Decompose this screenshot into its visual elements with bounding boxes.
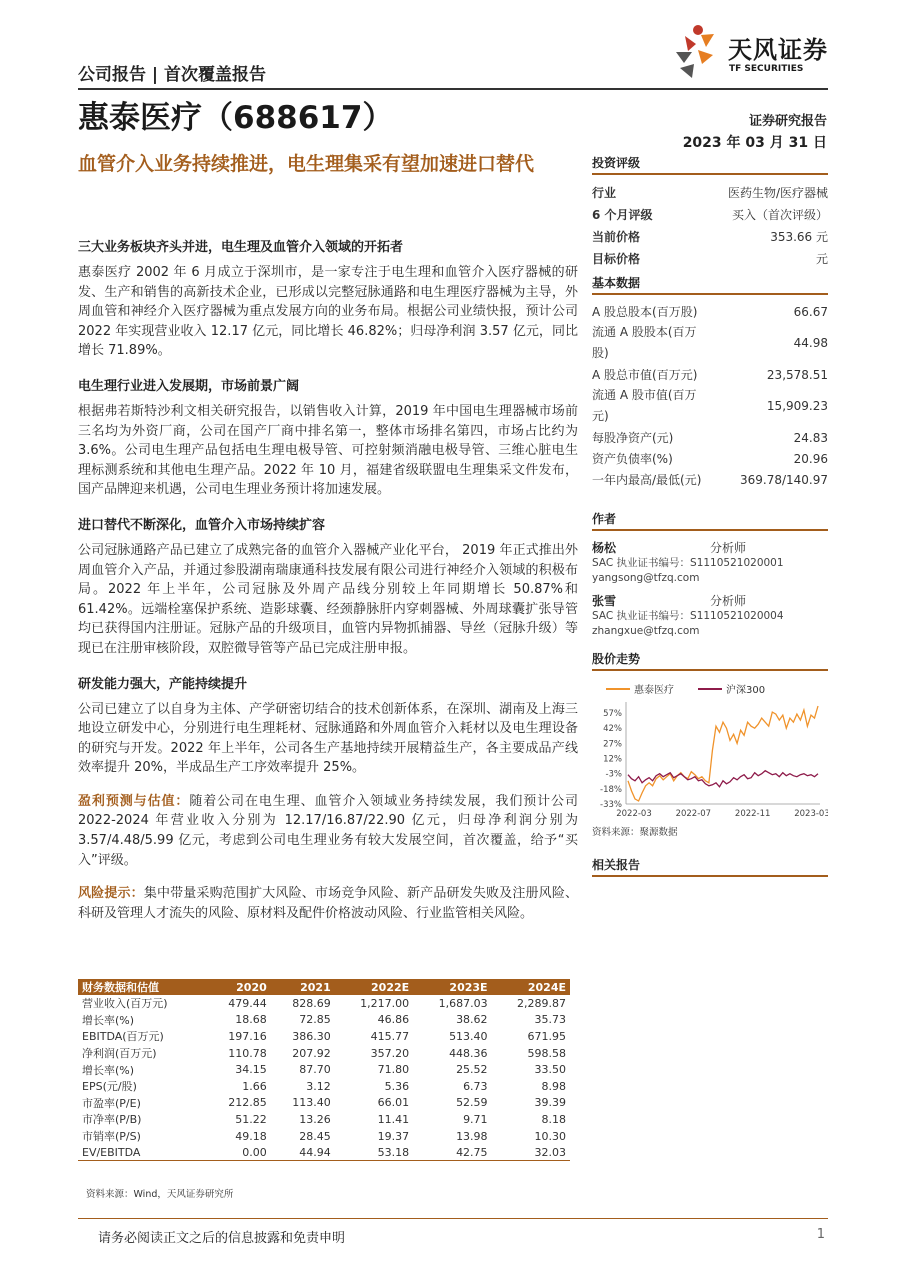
section-body: 惠泰医疗 2002 年 6 月成立于深圳市，是一家专注于电生理和血管介入医疗器械的研发、生产和销售的高新技术企业，已形成以完整冠脉通路和电生理医疗器械为主导，外周血管和神经介入医疗器械为重点发展方向的业务布局。根据公司业绩快报，预计公司 2022 年实现营业收入 12.17 亿元，同比增长 46.82%；归母净利润 3.57 亿元，同比增长 71.89%。	[78, 265, 578, 359]
table-cell: 448.36	[449, 1046, 488, 1060]
section-title: 研发能力强大，产能持续提升	[78, 676, 248, 692]
table-cell: 25.52	[456, 1063, 488, 1077]
logo-petals-icon	[676, 25, 714, 78]
y-tick-label: -33%	[600, 800, 622, 810]
table-cell: 38.62	[456, 1013, 488, 1027]
rating-row	[592, 225, 828, 247]
rating-row	[592, 203, 828, 225]
basic-key: 流通 A 股股本(百万股)	[592, 325, 697, 360]
author-name: 杨松	[592, 541, 617, 555]
table-cell: 49.18	[235, 1129, 267, 1143]
basic-row	[592, 448, 828, 469]
author-name: 张雪	[592, 594, 617, 608]
table-row	[78, 1028, 570, 1045]
table-cell: 212.85	[228, 1096, 267, 1110]
table-cell: 42.75	[413, 1144, 491, 1161]
table-header-cell: 2022E	[335, 979, 413, 995]
x-tick-label: 2023-03	[794, 809, 828, 819]
table-cell: 66.01	[377, 1096, 410, 1110]
author-email[interactable]: yangsong@tfzq.com	[592, 572, 700, 584]
basic-value: 369.78/140.97	[739, 472, 828, 487]
table-source: 资料来源：Wind，天风证券研究所	[86, 1189, 234, 1200]
table-cell: 0.00	[207, 1144, 271, 1161]
author-email[interactable]: zhangxue@tfzq.com	[592, 625, 700, 637]
section-body: 公司冠脉通路产品已建立了成熟完备的血管介入器械产业化平台， 2019 年正式推出外周血管介入产品，并通过参股湖南瑞康通科技发展有限公司进行神经介入领域的积极布局。2022 年上半年，公司冠脉及外周产品线分别较上年同期增长 50.87%和 61.42%。远端栓塞保护系统、造影球囊、经颈静脉肝内穿刺器械、外周球囊扩张导管均已获得国内注册证。冠脉产品的升级项目，血管内异物抓捕器、导丝（冠脉升级）等现已在注册审核阶段，双腔微导管等产品已完成注册申报。	[78, 542, 578, 656]
report-date: 2023 年 03 月 31 日	[682, 135, 827, 151]
section-title: 进口替代不断深化，血管介入市场持续扩容	[78, 517, 326, 533]
table-cell: 33.50	[534, 1063, 566, 1077]
table-cell: 828.69	[292, 996, 331, 1010]
price-chart	[592, 676, 828, 822]
table-cell: 513.40	[449, 1029, 488, 1043]
basic-value: 44.98	[793, 336, 828, 350]
table-cell: 87.70	[299, 1063, 331, 1077]
table-cell: 10.30	[534, 1129, 566, 1143]
basic-key: A 股总股本(百万股)	[592, 305, 698, 319]
table-cell: 13.98	[456, 1129, 488, 1143]
basic-key: 每股净资产(元)	[592, 431, 674, 445]
table-cell: 110.78	[228, 1046, 267, 1060]
table-cell: 8.18	[541, 1112, 566, 1126]
basic-data-title: 基本数据	[592, 274, 828, 295]
legend-label: 沪深300	[726, 685, 766, 696]
related-reports-title: 相关报告	[592, 856, 828, 877]
table-row-label: EV/EBITDA	[78, 1144, 207, 1161]
table-cell: 28.45	[299, 1129, 331, 1143]
basic-value: 23,578.51	[766, 367, 828, 382]
financial-table	[78, 979, 570, 1161]
table-cell: 35.73	[534, 1013, 566, 1027]
author-cert: SAC 执业证书编号：S1110521020001	[592, 557, 784, 569]
basic-key: 流通 A 股市值(百万元)	[592, 388, 697, 423]
basic-value: 66.67	[793, 304, 828, 319]
rating-key: 当前价格	[592, 229, 641, 244]
table-header-row	[78, 979, 570, 995]
basic-data-panel	[592, 274, 828, 490]
table-cell: 1,687.03	[438, 996, 488, 1010]
rating-key: 行业	[592, 185, 617, 200]
page-number: 1	[816, 1227, 825, 1242]
table-row-label: 净利润(百万元)	[82, 1047, 157, 1061]
x-tick-label: 2022-07	[675, 809, 712, 819]
series-line	[628, 706, 818, 801]
table-cell: 113.40	[292, 1096, 331, 1110]
rating-row	[592, 181, 828, 203]
report-headline: 血管介入业务持续推进，电生理集采有望加速进口替代	[78, 153, 535, 175]
basic-value: 20.96	[793, 451, 828, 466]
forecast-label: 盈利预测与估值：	[78, 793, 190, 809]
author-entry	[592, 537, 828, 586]
table-cell: 39.39	[534, 1096, 566, 1110]
y-tick-label: 57%	[603, 709, 622, 720]
table-cell: 8.98	[541, 1079, 566, 1093]
table-row	[78, 1111, 570, 1128]
footer-disclaimer[interactable]: 请务必阅读正文之后的信息披露和免责申明	[98, 1231, 346, 1246]
table-cell: 72.85	[299, 1013, 331, 1027]
table-cell: 1.66	[242, 1079, 267, 1093]
risk-label: 风险提示：	[78, 886, 144, 902]
basic-key: A 股总市值(百万元)	[592, 368, 698, 382]
table-cell: 5.36	[384, 1079, 410, 1093]
table-row	[78, 995, 570, 1012]
author-cert: SAC 执业证书编号：S1110521020004	[592, 610, 784, 622]
table-row-label: 营业收入(百万元)	[82, 997, 168, 1011]
table-cell: 197.16	[228, 1029, 267, 1043]
table-row	[78, 1045, 570, 1062]
basic-value: 15,909.23	[766, 399, 828, 413]
table-cell: 11.41	[377, 1112, 410, 1126]
table-header-cell: 2020	[207, 979, 271, 995]
section-title: 三大业务板块齐头并进，电生理及血管介入领域的开拓者	[78, 240, 404, 255]
rating-key: 6 个月评级	[592, 207, 653, 222]
report-kind: 证券研究报告	[748, 114, 827, 129]
legend-label: 惠泰医疗	[634, 685, 674, 696]
rating-value: 元	[815, 251, 828, 266]
authors-title: 作者	[592, 510, 828, 531]
table-cell: 46.86	[377, 1013, 410, 1027]
table-cell: 19.37	[377, 1129, 410, 1143]
rating-row	[592, 247, 828, 269]
basic-row	[592, 301, 828, 322]
footer-divider	[78, 1218, 828, 1219]
y-tick-label: 27%	[603, 739, 622, 750]
table-cell: 671.95	[527, 1029, 566, 1043]
table-cell: 479.44	[228, 996, 267, 1010]
table-row-label: 市销率(P/S)	[82, 1130, 141, 1144]
basic-row	[592, 469, 828, 490]
x-tick-label: 2022-03	[616, 809, 652, 819]
table-header-cell: 2024E	[492, 979, 570, 995]
table-cell: 415.77	[370, 1029, 410, 1043]
basic-key: 资产负债率(%)	[592, 452, 673, 466]
author-role: 分析师	[710, 594, 747, 608]
author-entry	[592, 590, 828, 639]
price-chart-panel	[592, 650, 828, 677]
table-row-label: 市净率(P/B)	[82, 1113, 142, 1127]
basic-row	[592, 427, 828, 448]
forecast-paragraph	[78, 792, 578, 870]
authors-panel	[592, 510, 828, 639]
table-cell: 32.03	[492, 1144, 570, 1161]
table-row	[78, 1012, 570, 1029]
table-header-cell: 2021	[271, 979, 335, 995]
table-row	[78, 1128, 570, 1145]
table-cell: 34.15	[235, 1063, 267, 1077]
table-row-label: 增长率(%)	[82, 1013, 135, 1027]
table-header-cell: 财务数据和估值	[78, 979, 207, 995]
price-chart-title: 股价走势	[592, 650, 828, 671]
table-cell: 6.73	[463, 1079, 488, 1093]
table-row-label: EPS(元/股)	[82, 1080, 137, 1094]
y-tick-label: -3%	[605, 769, 622, 780]
rating-title: 投资评级	[592, 154, 828, 175]
section-body: 根据弗若斯特沙利文相关研究报告，以销售收入计算，2019 年中国电生理器械市场前三名均为外资厂商，公司在国产厂商中排名第一，整体市场排名第四，市场占比约为 3.6%。公司电生理产品包括电生理电极导管、可控射频消融电极导管、三维心脏电生理标测系统和其他电生理产品。2022 年 10 月，福建省级联盟电生理集采文件发布，国产品牌迎来机遇，公司电生理业务预计将加速发展。	[78, 403, 578, 498]
table-cell: 44.94	[271, 1144, 335, 1161]
table-cell: 3.12	[306, 1079, 331, 1093]
chart-source: 资料来源：聚源数据	[592, 827, 678, 838]
table-cell: 51.22	[235, 1112, 267, 1126]
table-cell: 357.20	[370, 1046, 410, 1060]
logo-name: 天风证券	[728, 36, 828, 64]
risk-paragraph	[78, 884, 578, 923]
report-type: 公司报告 | 首次覆盖报告	[78, 65, 267, 85]
risk-body: 集中带量采购范围扩大风险、市场竞争风险、新产品研发失败及注册风险、科研及管理人才流失的风险、原材料及配件价格波动风险、行业监管相关风险。	[78, 886, 578, 921]
table-cell: 386.30	[292, 1029, 331, 1043]
y-tick-label: 12%	[603, 754, 622, 765]
basic-row	[592, 322, 828, 364]
table-row	[78, 1144, 570, 1161]
table-cell: 598.58	[527, 1046, 566, 1060]
logo-subtitle: TF SECURITIES	[729, 64, 804, 74]
basic-row	[592, 364, 828, 385]
basic-key: 一年内最高/最低(元)	[592, 473, 702, 487]
table-row-label: EBITDA(百万元)	[82, 1030, 164, 1044]
main-column	[78, 236, 578, 937]
table-cell: 1,217.00	[360, 996, 410, 1010]
y-tick-label: -18%	[600, 784, 622, 795]
x-tick-label: 2022-11	[734, 809, 771, 819]
author-role: 分析师	[710, 541, 747, 555]
table-row-label: 市盈率(P/E)	[82, 1096, 141, 1110]
table-header-cell: 2023E	[413, 979, 491, 995]
related-reports-panel	[592, 856, 828, 883]
section-body: 公司已建立了以自身为主体、产学研密切结合的技术创新体系，在深圳、湖南及上海三地设立研发中心，分别进行电生理耗材、冠脉通路和外周血管介入耗材以及电生理设备的研究与开发。2022 年上半年，公司各生产基地持续开展精益生产，各主要成品产线效率提升 20%，半成品生产工序效率提升 25%。	[78, 701, 578, 776]
rating-value: 医药生物/医疗器械	[727, 185, 828, 200]
y-tick-label: 42%	[603, 724, 622, 735]
table-row-label: 增长率(%)	[82, 1063, 135, 1077]
forecast-body: 随着公司在电生理、血管介入领域业务持续发展，我们预计公司 2022-2024 年营业收入分别为 12.17/16.87/22.90 亿元，归母净利润分别为 3.57/4.48/5.99 亿元，考虑到公司电生理业务有较大发展空间，首次覆盖，给予“买入”评级。	[78, 793, 578, 868]
table-cell: 53.18	[335, 1144, 413, 1161]
table-cell: 2,289.87	[517, 996, 566, 1010]
rating-value: 353.66 元	[770, 229, 828, 244]
header-divider	[78, 88, 828, 90]
table-cell: 18.68	[235, 1013, 267, 1027]
basic-value: 24.83	[793, 430, 828, 445]
table-cell: 71.80	[377, 1063, 410, 1077]
company-title: 惠泰医疗（688617）	[78, 100, 394, 136]
table-cell: 52.59	[456, 1096, 488, 1110]
table-cell: 207.92	[292, 1046, 331, 1060]
rating-panel	[592, 154, 828, 269]
rating-key: 目标价格	[592, 251, 641, 266]
table-cell: 13.26	[299, 1112, 331, 1126]
price-chart-svg	[592, 676, 828, 822]
table-row	[78, 1061, 570, 1078]
section-title: 电生理行业进入发展期，市场前景广阔	[78, 378, 300, 394]
table-cell: 9.71	[463, 1112, 488, 1126]
rating-value: 买入（首次评级）	[731, 207, 828, 222]
table-row	[78, 1078, 570, 1095]
basic-row	[592, 385, 828, 427]
table-row	[78, 1095, 570, 1112]
